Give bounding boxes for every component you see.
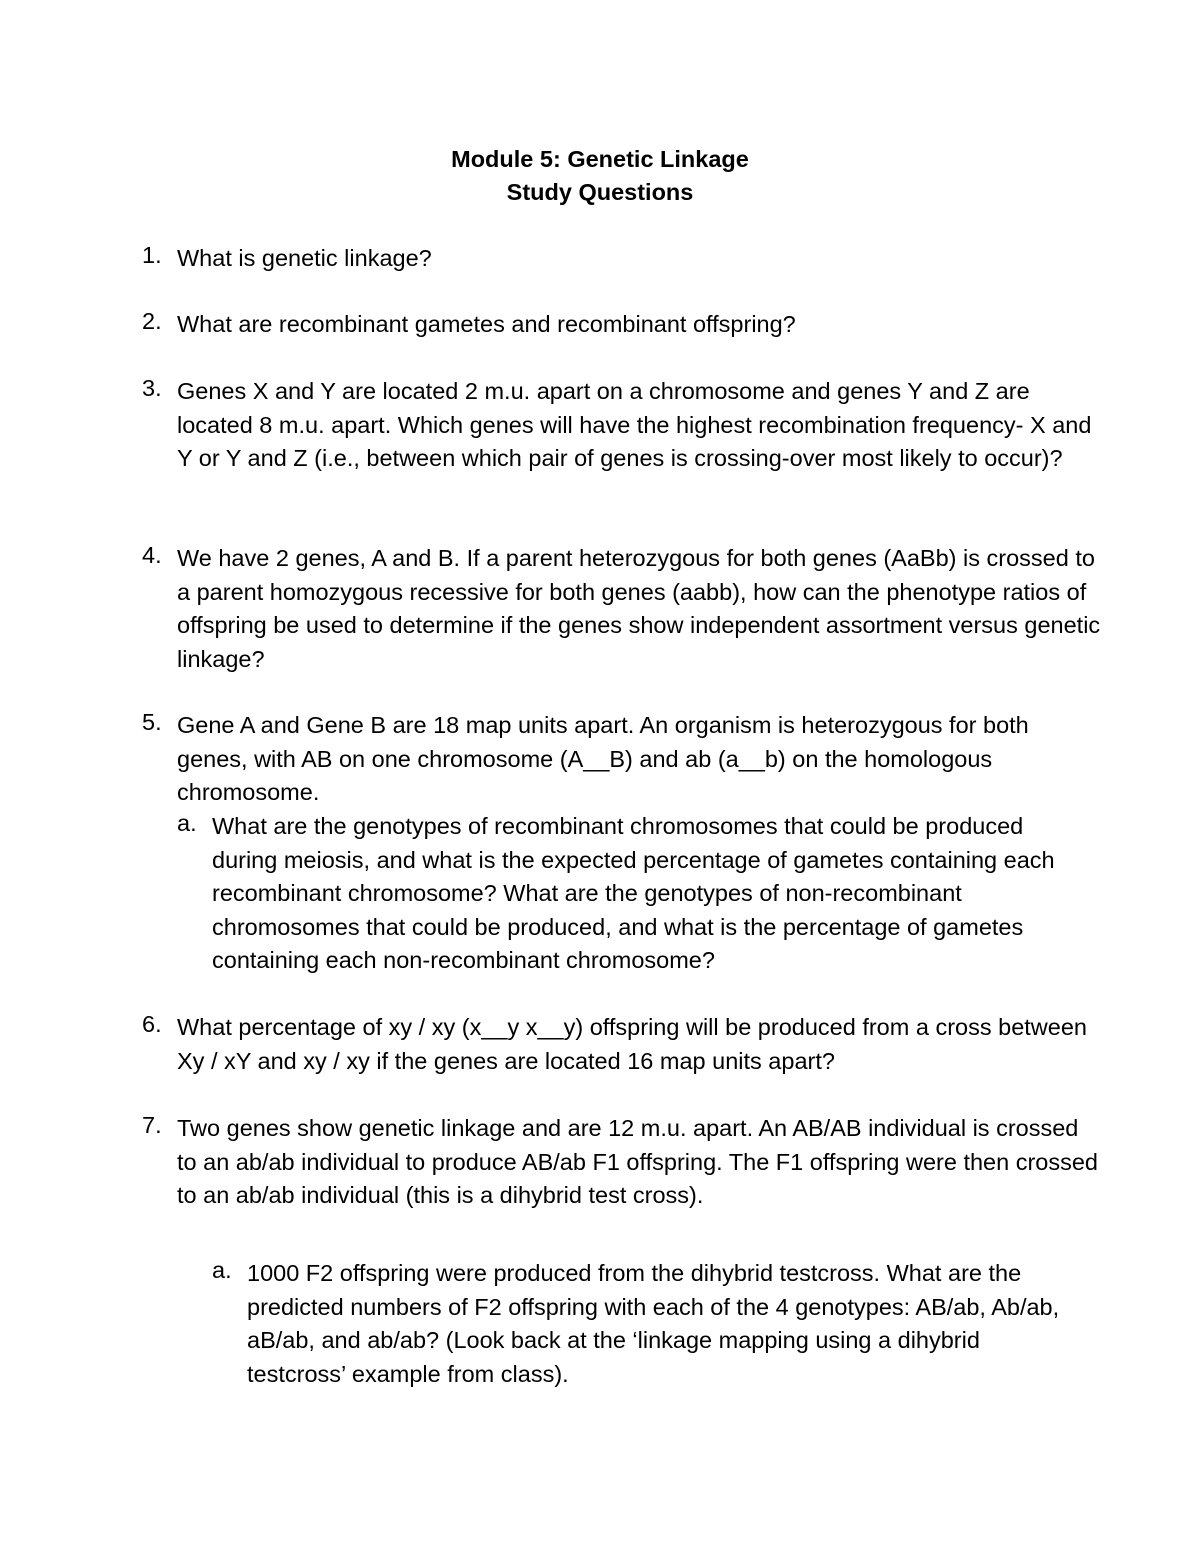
question-text: Genes X and Y are located 2 m.u. apart on a chromosome and genes Y and Z are located 8 m.u. apart. Which genes will have the highest recombination frequency- X and Y or Y and Z (i.e., between which pair of genes is crossing-over most likely to occur)? <box>177 378 1092 471</box>
question-5 <box>142 709 1102 810</box>
question-7-part-a <box>212 1257 1062 1391</box>
question-5-part-a <box>177 810 1077 978</box>
question-4 <box>142 542 1102 676</box>
question-number: 7. <box>142 1112 162 1138</box>
sub-question-text: What are the genotypes of recombinant chromosomes that could be produced during meiosis, and what is the expected percentage of gametes containing each recombinant chromosome? What are the genotypes of non-recombinant chromosomes that could be produced, and what is the percentage of gametes containing each non-recombinant chromosome? <box>212 813 1055 973</box>
question-7 <box>142 1112 1102 1213</box>
question-number: 1. <box>142 242 162 268</box>
question-text: What are recombinant gametes and recombinant offspring? <box>177 311 796 337</box>
page-title: Module 5: Genetic Linkage <box>451 146 749 172</box>
question-number: 6. <box>142 1011 162 1037</box>
question-text: Two genes show genetic linkage and are 12 m.u. apart. An AB/AB individual is crossed to an ab/ab individual to produce AB/ab F1 offspring. The F1 offspring were then crossed to an ab/ab individual (this is a dihybrid test cross). <box>177 1115 1098 1208</box>
question-3 <box>142 375 1102 476</box>
question-number: 2. <box>142 308 162 334</box>
question-text: We have 2 genes, A and B. If a parent heterozygous for both genes (AaBb) is crossed to a parent homozygous recessive for both genes (aabb), how can the phenotype ratios of offspring be used to determine if the genes show independent assortment versus genetic linkage? <box>177 545 1101 672</box>
question-text: What percentage of xy / xy (x__y x__y) offspring will be produced from a cross between Xy / xY and xy / xy if the genes are located 16 map units apart? <box>177 1014 1087 1074</box>
question-1 <box>142 242 1102 276</box>
sub-question-letter: a. <box>212 1257 232 1283</box>
page-subtitle: Study Questions <box>506 179 694 205</box>
question-text: What is genetic linkage? <box>177 245 432 271</box>
question-number: 4. <box>142 542 162 568</box>
question-number: 5. <box>142 709 162 735</box>
sub-question-text: 1000 F2 offspring were produced from the dihybrid testcross. What are the predicted numbers of F2 offspring with each of the 4 genotypes: AB/ab, Ab/ab, aB/ab, and ab/ab? (Look back at the ‘linkage mapping using a dihybrid testcross’ example from class). <box>247 1260 1060 1387</box>
sub-question-letter: a. <box>177 810 197 836</box>
question-2 <box>142 308 1102 342</box>
question-text: Gene A and Gene B are 18 map units apart. An organism is heterozygous for both genes, with AB on one chromosome (A__B) and ab (a__b) on the homologous chromosome. <box>177 712 1029 805</box>
question-6 <box>142 1011 1102 1078</box>
question-number: 3. <box>142 375 162 401</box>
